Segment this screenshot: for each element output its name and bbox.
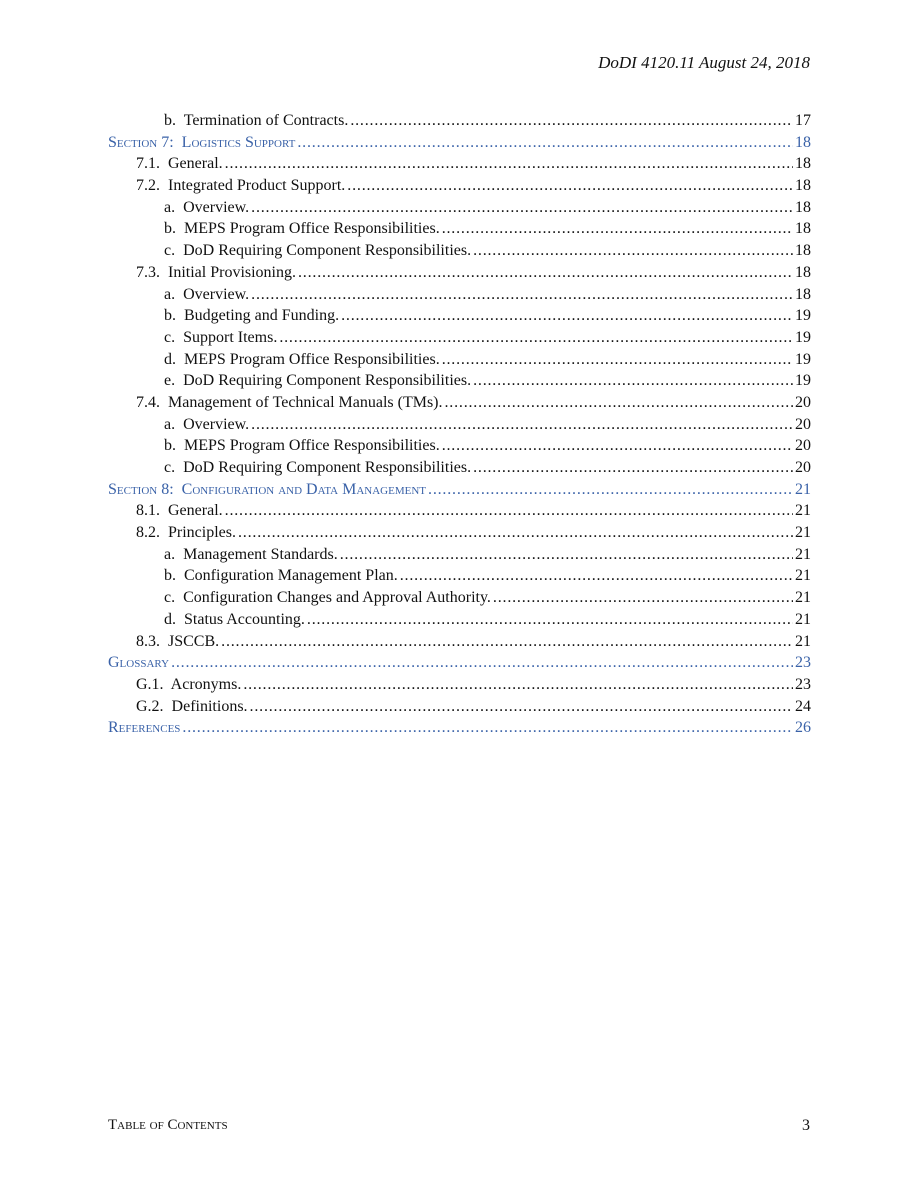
toc-entry-page: 19 [795,307,811,325]
toc-entry[interactable] [108,218,811,240]
toc-entry-label: b. Configuration Management Plan. [164,567,398,585]
dot-leader [297,132,793,154]
dot-leader [473,370,793,392]
dot-leader [473,240,793,262]
toc-entry-label: a. Overview. [164,198,250,216]
toc-entry[interactable] [108,609,811,631]
toc-entry-page: 21 [795,567,811,585]
dot-leader [171,652,793,674]
toc-entry-page: 21 [795,610,811,628]
toc-entry[interactable] [108,110,811,132]
toc-entry[interactable] [108,240,811,262]
toc-entry[interactable] [108,284,811,306]
toc-entry-page: 20 [795,459,811,476]
toc-entry-page: 18 [795,155,811,173]
toc-entry-page: 26 [795,719,811,737]
toc-entry-page: 20 [795,393,811,411]
dot-leader [225,153,793,175]
toc-entry-label: 8.3. JSCCB. [136,632,220,650]
toc-entry-page: 20 [795,415,811,433]
toc-entry-page: 21 [795,524,811,542]
toc-entry-label: c. Support Items. [164,328,278,346]
toc-entry[interactable] [108,197,811,219]
toc-entry-label: 7.3. Initial Provisioning. [136,263,296,281]
toc-entry-page: 24 [795,697,811,715]
dot-leader [350,110,793,132]
dot-leader [442,218,793,240]
toc-entry-label: 8.2. Principles. [136,524,236,542]
toc-entry-label: G.2. Definitions. [136,697,248,715]
toc-section-link[interactable] [108,479,811,501]
toc-entry-page: 18 [795,242,811,260]
toc-entry-label: c. DoD Requiring Component Responsibilities. [164,459,472,476]
toc-entry-page: 18 [795,263,811,281]
dot-leader [400,565,793,587]
toc-entry-page: 18 [795,177,811,195]
footer-page-number: 3 [802,1117,810,1134]
toc-entry-page: 18 [795,285,811,303]
toc-entry-label: Section 7: Logistics Support [108,133,296,151]
toc-entry-label: d. MEPS Program Office Responsibilities. [164,350,440,368]
toc-entry[interactable] [108,544,811,566]
toc-entry[interactable] [108,153,811,175]
document-header: DoDI 4120.11 August 24, 2018 [598,53,810,72]
toc-entry-page: 18 [795,133,811,151]
toc-entry-page: 17 [795,112,811,129]
dot-leader [279,327,793,349]
footer-section-title: Table of Contents [108,1117,228,1133]
toc-entry-page: 23 [795,654,811,672]
toc-entry-label: b. MEPS Program Office Responsibilities. [164,220,440,238]
toc-entry-label: Glossary [108,654,170,672]
dot-leader [225,500,793,522]
toc-entry-page: 18 [795,198,811,216]
toc-entry[interactable] [108,696,811,718]
toc-entry[interactable] [108,500,811,522]
toc-entry-label: G.1. Acronyms. [136,675,242,693]
toc-entry[interactable] [108,370,811,392]
toc-entry-label: b. Termination of Contracts. [164,112,349,129]
toc-entry[interactable] [108,392,811,414]
toc-entry-label: 7.1. General. [136,155,223,173]
toc-entry[interactable] [108,674,811,696]
toc-entry[interactable] [108,565,811,587]
toc-entry-label: a. Overview. [164,415,250,433]
toc-section-link[interactable] [108,652,811,674]
toc-entry[interactable] [108,457,811,479]
toc-entry-page: 18 [795,220,811,238]
toc-entry-label: References [108,719,181,737]
toc-entry-label: 8.1. General. [136,502,223,520]
toc-entry[interactable] [108,262,811,284]
toc-entry-page: 21 [795,632,811,650]
toc-entry[interactable] [108,327,811,349]
toc-entry-label: 7.4. Management of Technical Manuals (TMs). [136,393,443,411]
toc-entry[interactable] [108,175,811,197]
dot-leader [493,587,793,609]
dot-leader [340,544,793,566]
table-of-contents [108,110,811,739]
dot-leader [243,674,793,696]
dot-leader [251,197,793,219]
toc-entry-label: b. Budgeting and Funding. [164,307,340,325]
dot-leader [428,479,793,501]
dot-leader [238,522,793,544]
toc-entry-page: 19 [795,328,811,346]
toc-entry-label: a. Management Standards. [164,545,338,563]
toc-entry-page: 21 [795,480,811,498]
dot-leader [251,414,793,436]
toc-entry-label: 7.2. Integrated Product Support. [136,177,346,195]
toc-entry[interactable] [108,305,811,327]
dot-leader [298,262,793,284]
toc-entry-page: 21 [795,589,811,607]
toc-entry-page: 19 [795,372,811,390]
toc-entry-page: 20 [795,437,811,455]
toc-entry-page: 21 [795,502,811,520]
toc-entry[interactable] [108,349,811,371]
toc-entry-label: a. Overview. [164,285,250,303]
toc-entry-page: 19 [795,350,811,368]
toc-section-link[interactable] [108,132,811,154]
dot-leader [251,284,793,306]
dot-leader [445,392,794,414]
dot-leader [182,717,793,739]
dot-leader [442,349,793,371]
toc-entry-label: c. Configuration Changes and Approval Authority. [164,589,491,607]
dot-leader [347,175,793,197]
toc-section-link[interactable] [108,717,811,739]
toc-entry[interactable] [108,522,811,544]
dot-leader [221,631,793,653]
toc-entry-page: 21 [795,545,811,563]
dot-leader [341,305,793,327]
dot-leader [307,609,793,631]
toc-entry-page: 23 [795,675,811,693]
dot-leader [250,696,793,718]
toc-entry[interactable] [108,587,811,609]
toc-entry-label: c. DoD Requiring Component Responsibilities. [164,242,472,260]
dot-leader [473,457,793,479]
toc-entry-label: d. Status Accounting. [164,610,305,628]
toc-entry-label: e. DoD Requiring Component Responsibilities. [164,372,472,390]
toc-entry-label: b. MEPS Program Office Responsibilities. [164,437,440,455]
toc-entry[interactable] [108,435,811,457]
dot-leader [442,435,793,457]
toc-entry[interactable] [108,631,811,653]
toc-entry-label: Section 8: Configuration and Data Management [108,480,427,498]
toc-entry[interactable] [108,414,811,436]
